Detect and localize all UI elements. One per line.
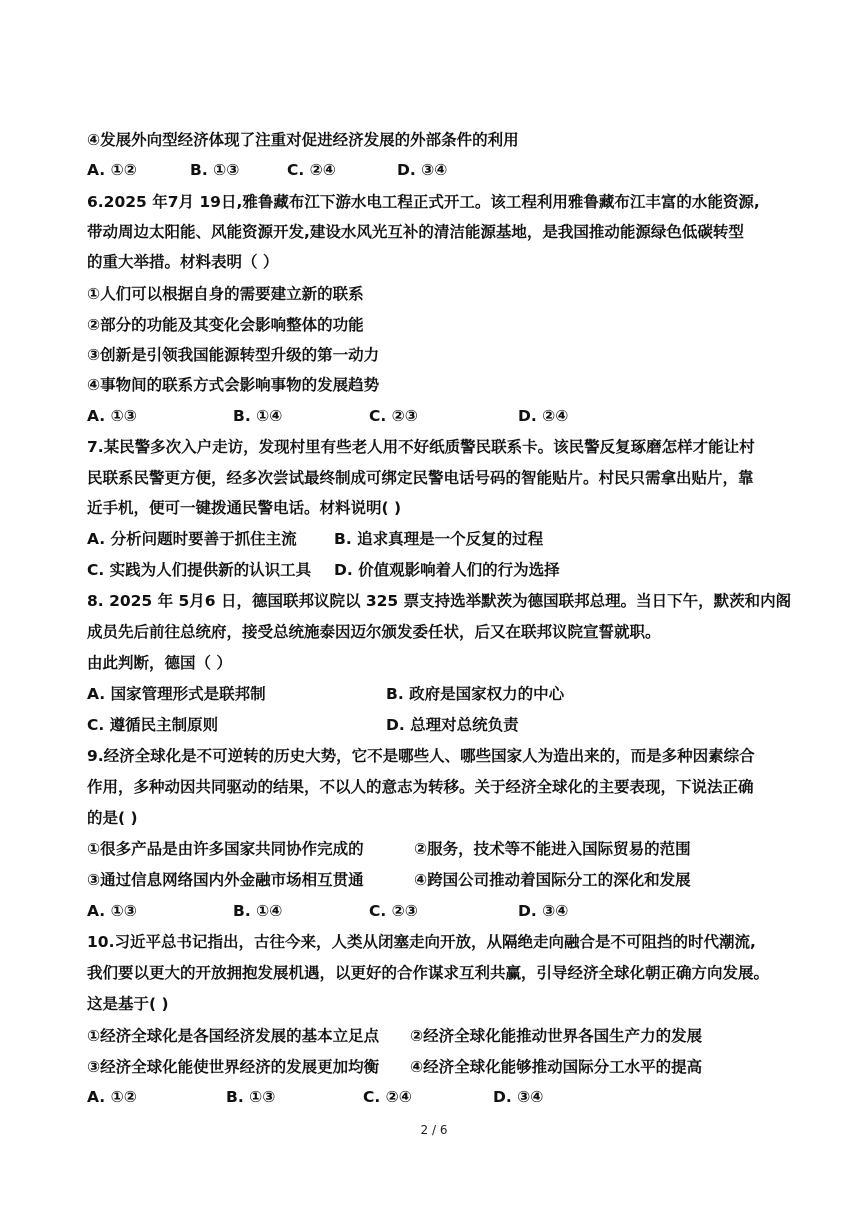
q8-option-c: C. 遵循民主制原则 [87,716,219,734]
q9-option-a: A. ①③ [87,902,137,920]
q8-option-a: A. 国家管理形式是联邦制 [87,685,266,703]
q9-option-c: C. ②③ [369,902,418,920]
q7-option-a: A. 分析问题时要善于抓住主流 [87,530,297,548]
q5-option-b: B. ①③ [190,161,240,179]
q10-option-b: B. ①③ [226,1088,276,1106]
q10-option-d: D. ③④ [493,1088,544,1106]
q6-option-c: C. ②③ [369,407,418,425]
q9-item-4: ④跨国公司推动着国际分工的深化和发展 [414,871,691,889]
q10-item-3: ③经济全球化能使世界经济的发展更加均衡 [87,1058,380,1076]
q6-item-4: ④事物间的联系方式会影响事物的发展趋势 [87,376,380,394]
q6-option-d: D. ②④ [518,407,569,425]
q6-stem-line-2: 带动周边太阳能、风能资源开发,建设水风光互补的清洁能源基地，是我国推动能源绿色低碳转型 [87,223,744,241]
q5-option-c: C. ②④ [287,161,336,179]
q7-stem-line-1: 7.某民警多次入户走访，发现村里有些老人用不好纸质警民联系卡。该民警反复琢磨怎样才能让村 [87,438,755,456]
q10-stem-line-3: 这是基于( ) [87,995,169,1013]
q10-item-4: ④经济全球化能够推动国际分工水平的提高 [410,1058,703,1076]
q8-option-b: B. 政府是国家权力的中心 [386,685,565,703]
q6-item-2: ②部分的功能及其变化会影响整体的功能 [87,316,364,334]
q10-item-1: ①经济全球化是各国经济发展的基本立足点 [87,1027,380,1045]
q8-stem-line-2: 成员先后前往总统府，接受总统施泰因迈尔颁发委任状，后又在联邦议院宣誓就职。 [87,623,661,641]
q9-item-1: ①很多产品是由许多国家共同协作完成的 [87,840,364,858]
q6-stem-line-1: 6.2025 年7月 19日,雅鲁藏布江下游水电工程正式开工。该工程利用雅鲁藏布江丰富的水能资源, [87,193,760,211]
q7-option-d: D. 价值观影响着人们的行为选择 [334,561,560,579]
q7-option-b: B. 追求真理是一个反复的过程 [334,530,544,548]
q8-stem-line-1: 8. 2025 年 5月6 日，德国联邦议院以 325 票支持选举默茨为德国联邦总理。当日下午，默茨和内阁 [87,592,792,610]
q7-option-c: C. 实践为人们提供新的认识工具 [87,561,312,579]
q5-item-4: ④发展外向型经济体现了注重对促进经济发展的外部条件的利用 [87,131,519,149]
q10-option-c: C. ②④ [363,1088,412,1106]
q6-option-a: A. ①③ [87,407,137,425]
q10-option-a: A. ①② [87,1088,137,1106]
q5-option-d: D. ③④ [397,161,448,179]
page-number: 2 / 6 [420,1123,448,1137]
q9-option-d: D. ③④ [518,902,569,920]
q7-stem-line-2: 民联系民警更方便，经多次尝试最终制成可绑定民警电话号码的智能贴片。村民只需拿出贴片，靠 [87,469,754,487]
q9-stem-line-3: 的是( ) [87,809,138,827]
q6-item-1: ①人们可以根据自身的需要建立新的联系 [87,285,364,303]
q9-item-2: ②服务，技术等不能进入国际贸易的范围 [414,840,691,858]
q9-item-3: ③通过信息网络国内外金融市场相互贯通 [87,871,364,889]
q6-option-b: B. ①④ [233,407,283,425]
q8-stem-line-3: 由此判断，德国（ ） [87,654,232,672]
q8-option-d: D. 总理对总统负责 [386,716,519,734]
q9-stem-line-1: 9.经济全球化是不可逆转的历史大势，它不是哪些人、哪些国家人为造出来的，而是多种因素综合 [87,747,755,765]
q10-item-2: ②经济全球化能推动世界各国生产力的发展 [410,1027,703,1045]
q10-stem-line-2: 我们要以更大的开放拥抱发展机遇，以更好的合作谋求互利共赢，引导经济全球化朝正确方向发展。 [87,964,770,982]
q10-stem-line-1: 10.习近平总书记指出，古往今来，人类从闭塞走向开放，从隔绝走向融合是不可阻挡的时代潮流, [87,933,756,951]
q9-option-b: B. ①④ [233,902,283,920]
q6-stem-line-3: 的重大举措。材料表明（ ） [87,253,279,271]
q5-option-a: A. ①② [87,161,137,179]
q9-stem-line-2: 作用，多种动因共同驱动的结果，不以人的意志为转移。关于经济全球化的主要表现，下说法正确 [87,778,754,796]
q7-stem-line-3: 近手机，便可一键拨通民警电话。材料说明( ) [87,499,402,517]
q6-item-3: ③创新是引领我国能源转型升级的第一动力 [87,346,380,364]
